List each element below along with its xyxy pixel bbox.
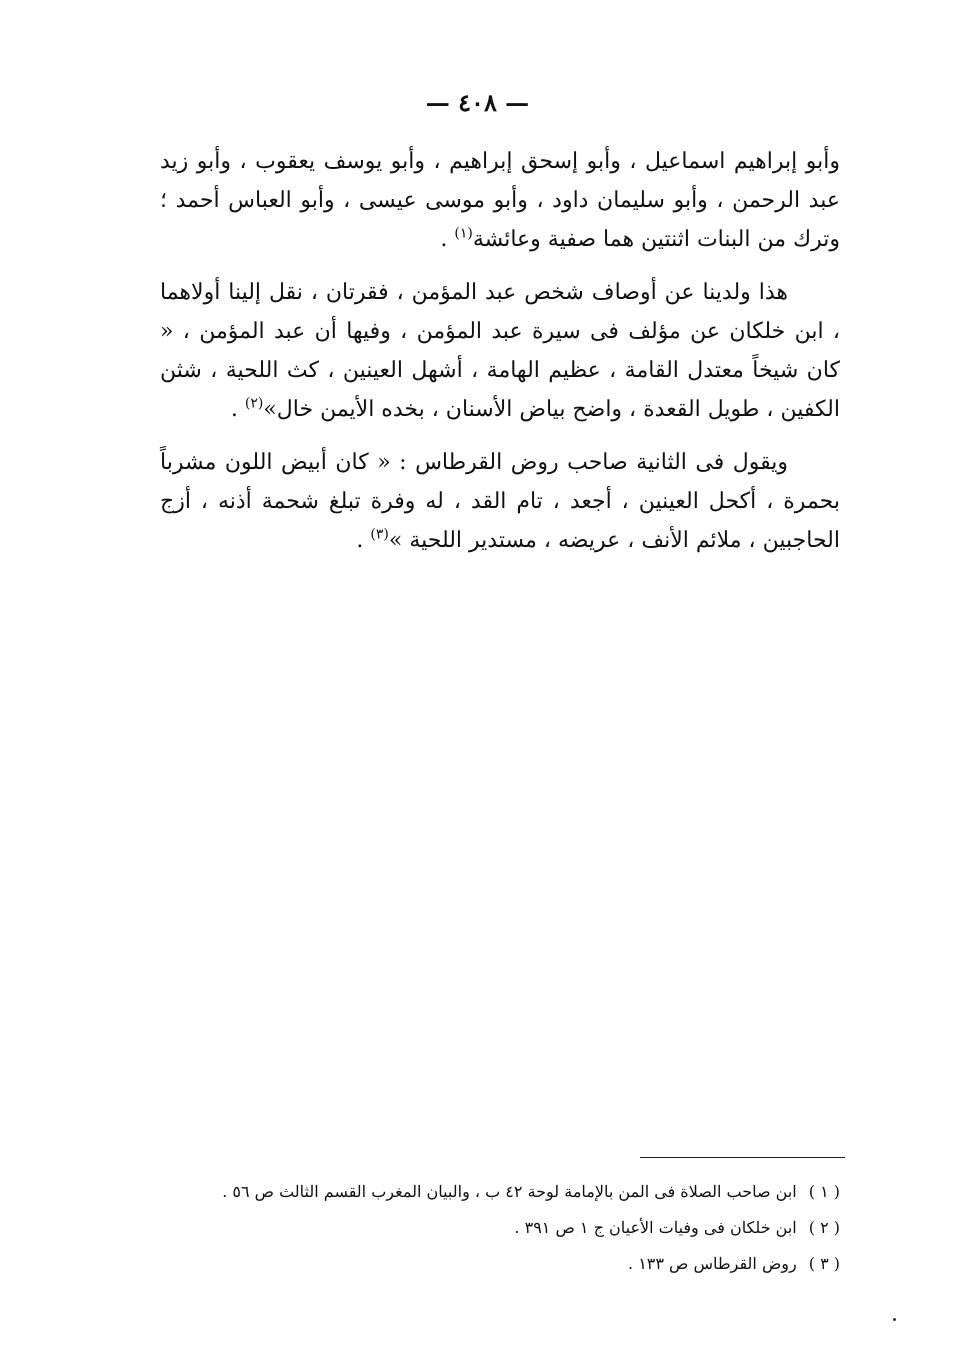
footnote-item: [150, 1246, 840, 1282]
footnote-reference[interactable]: (١): [454, 225, 473, 242]
page-number: — ٤٠٨ —: [425, 88, 530, 117]
paragraph-end: .: [440, 227, 455, 252]
paragraph-description-first: [160, 273, 840, 429]
footnotes: [150, 1174, 840, 1282]
footnote-divider: [640, 1157, 845, 1158]
footnote-text: روض القرطاس ص ١٣٣ .: [628, 1254, 797, 1273]
footnote-item: [150, 1210, 840, 1246]
paragraph-end: .: [356, 528, 371, 553]
footnote-number: ( ٢ ): [808, 1218, 840, 1237]
footnote-text: ابن صاحب الصلاة فى المن بالإمامة لوحة ٤٢ ب ، والبيان المغرب القسم الثالث ص ٥٦ .: [222, 1182, 797, 1201]
footnote-text: ابن خلكان فى وفيات الأعيان ج ١ ص ٣٩١ .: [514, 1218, 797, 1237]
paragraph-description-second: [160, 443, 840, 560]
scan-speck: [893, 1318, 896, 1321]
footnote-item: [150, 1174, 840, 1210]
footnote-reference[interactable]: (٣): [370, 526, 389, 543]
paragraph-sons-list: [160, 142, 840, 259]
footnote-number: ( ٣ ): [808, 1254, 840, 1273]
paragraph-end: .: [230, 397, 245, 422]
footnote-number: ( ١ ): [808, 1182, 840, 1201]
paragraph-text: ويقول فى الثانية صاحب روض القرطاس : « كان أبيض اللون مشرباً بحمرة ، أكحل العينين ، أجعد ، تام القد ، له وفرة تبلغ شحمة أذنه ، أزج الحاجبين ، ملائم الأنف ، عريضه ، مستدير اللحية »: [160, 450, 840, 553]
paragraph-text: هذا ولدينا عن أوصاف شخص عبد المؤمن ، فقرتان ، نقل إلينا أولاهما ، ابن خلكان عن مؤلف فى سيرة عبد المؤمن ، وفيها أن عبد المؤمن ، « كان شيخاً معتدل القامة ، عظيم الهامة ، أشهل العينين ، كث اللحية ، شثن الكفين ، طويل القعدة ، واضح بياض الأسنان ، بخده الأيمن خال»: [160, 280, 840, 422]
paragraph-text: وأبو إبراهيم اسماعيل ، وأبو إسحق إبراهيم ، وأبو يوسف يعقوب ، وأبو زيد عبد الرحمن ، وأبو سليمان داود ، وأبو موسى عيسى ، وأبو العباس أحمد ؛ وترك من البنات اثنتين هما صفية وعائشة: [160, 149, 840, 252]
footnote-reference[interactable]: (٢): [244, 395, 264, 412]
body-text: [160, 142, 840, 574]
